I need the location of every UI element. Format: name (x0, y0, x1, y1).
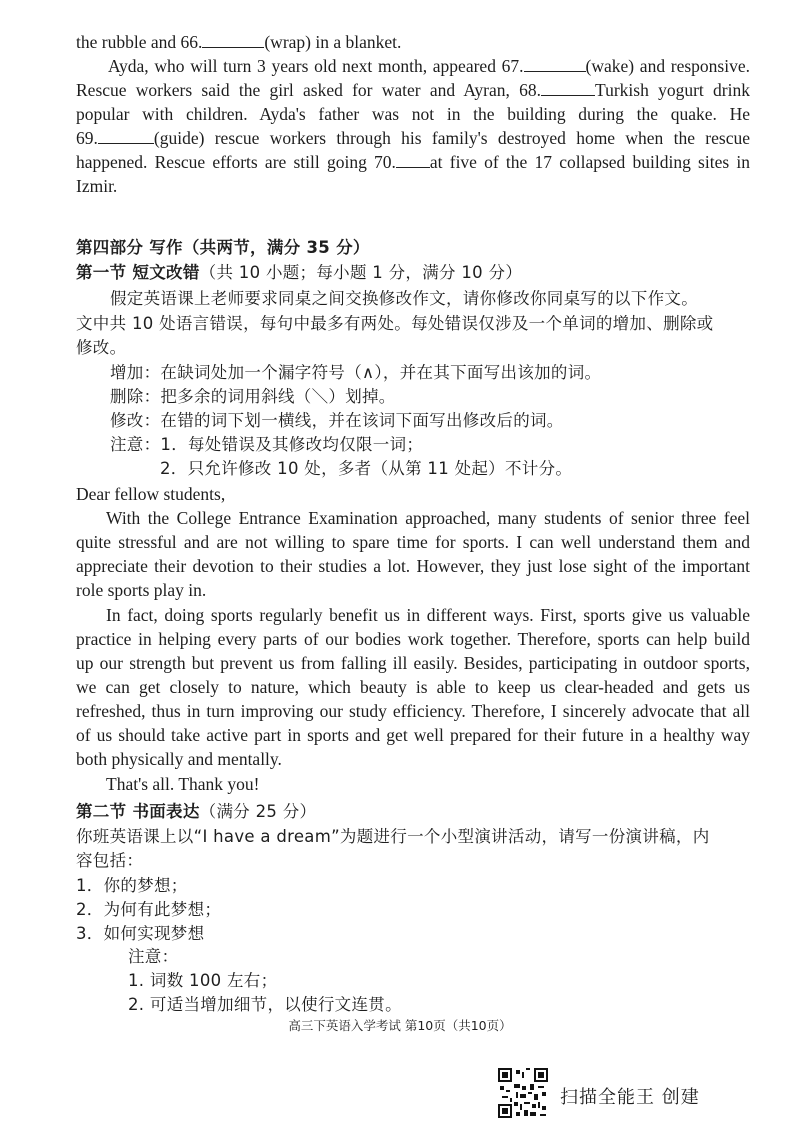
passage-line-4: popular with children. Ayda's father was not in the building during the quake. He (76, 104, 750, 124)
section2-note: 1. 词数 100 左右； (128, 971, 278, 990)
blank-67 (524, 54, 586, 72)
passage-line-3: Rescue workers said the girl asked for water and Ayran, 68. Turkish yogurt drink (76, 80, 750, 100)
page-footer: 高三下英语入学考试 第10页（共10页） (288, 1018, 512, 1033)
section1-title: 第一节 短文改错（共 10 小题；每小题 1 分，满分 10 分） (76, 263, 523, 282)
essay-p2-line: practice in helping every parts of our bodies work together. Therefore, sports can help build (76, 629, 750, 649)
passage-line-7: Izmir. (76, 176, 118, 196)
essay-greeting: Dear fellow students, (76, 484, 226, 504)
blank-69 (98, 126, 154, 144)
section2-note-label: 注意： (128, 947, 179, 966)
essay-p2-line: In fact, doing sports regularly benefit us in different ways. First, sports give us valuable (106, 605, 750, 625)
note-1: 注意：1．每处错误及其修改均仅限一词； (110, 435, 424, 454)
rule-modify: 修改：在错的词下划一横线，并在该词下面写出修改后的词。 (110, 411, 564, 430)
passage-line-2: Ayda, who will turn 3 years old next month, appeared 67. (wake) and responsive. (108, 56, 750, 76)
blank-68 (541, 78, 595, 96)
content-item: 2．为何有此梦想； (76, 900, 222, 919)
section2-note: 2. 可适当增加细节，以使行文连贯。 (128, 995, 402, 1014)
instruction-line-3: 修改。 (76, 338, 127, 357)
passage-line-5: 69. (guide) rescue workers through his family's destroyed home when the rescue (76, 128, 750, 148)
rule-delete: 删除：把多余的词用斜线（＼）划掉。 (110, 387, 396, 406)
section2-intro-1: 你班英语课上以“I have a dream”为题进行一个小型演讲活动，请写一份演讲稿，内 (76, 827, 710, 846)
essay-p2-line: of us should take active part in sports and get well prepared for their future in a healthy way (76, 725, 750, 745)
blank-70 (396, 150, 430, 168)
essay-p2-line: both physically and mentally. (76, 749, 282, 769)
section2-title: 第二节 书面表达（满分 25 分） (76, 802, 317, 821)
section2-intro-2: 容包括： (76, 851, 144, 870)
blank-66 (202, 30, 264, 48)
passage-line-1: the rubble and 66. (wrap) in a blanket. (76, 32, 402, 52)
essay-p2-line: we can get closely to nature, which beauty is able to keep us clear-headed and gets us (76, 677, 750, 697)
part4-heading: 第四部分 写作（共两节，满分 35 分） (76, 238, 370, 257)
instruction-line-1: 假定英语课上老师要求同桌之间交换修改作文，请你修改你同桌写的以下作文。 (110, 289, 698, 308)
essay-closing: That's all. Thank you! (106, 774, 260, 794)
scanner-watermark-label: 扫描全能王 创建 (560, 1087, 700, 1108)
note-2: 2．只允许修改 10 处，多者（从第 11 处起）不计分。 (160, 459, 573, 478)
essay-p2-line: up our strength but prevent us from falling ill easily. Besides, participating in outdoor sports, (76, 653, 750, 673)
instruction-line-2: 文中共 10 处语言错误，每句中最多有两处。每处错误仅涉及一个单词的增加、删除或 (76, 314, 714, 333)
content-item: 3．如何实现梦想 (76, 924, 205, 943)
qr-code-icon (498, 1068, 548, 1118)
content-item: 1．你的梦想； (76, 876, 188, 895)
passage-line-6: happened. Rescue efforts are still going 70. at five of the 17 collapsed building sites in (76, 152, 750, 172)
rule-add: 增加：在缺词处加一个漏字符号（∧），并在其下面写出该加的词。 (110, 363, 602, 382)
essay-p1-line: With the College Entrance Examination approached, many students of senior three feel (106, 508, 750, 528)
essay-p1-line: role sports play in. (76, 580, 207, 600)
essay-p2-line: refreshed, thus in turn improving our study efficiency. Therefore, I sincerely advocate that all (76, 701, 750, 721)
essay-p1-line: quite stressful and are not willing to spare time for sports. I can well understand them and (76, 532, 750, 552)
essay-p1-line: appreciate their devotion to their studies a lot. However, they just lose sight of the important (76, 556, 750, 576)
